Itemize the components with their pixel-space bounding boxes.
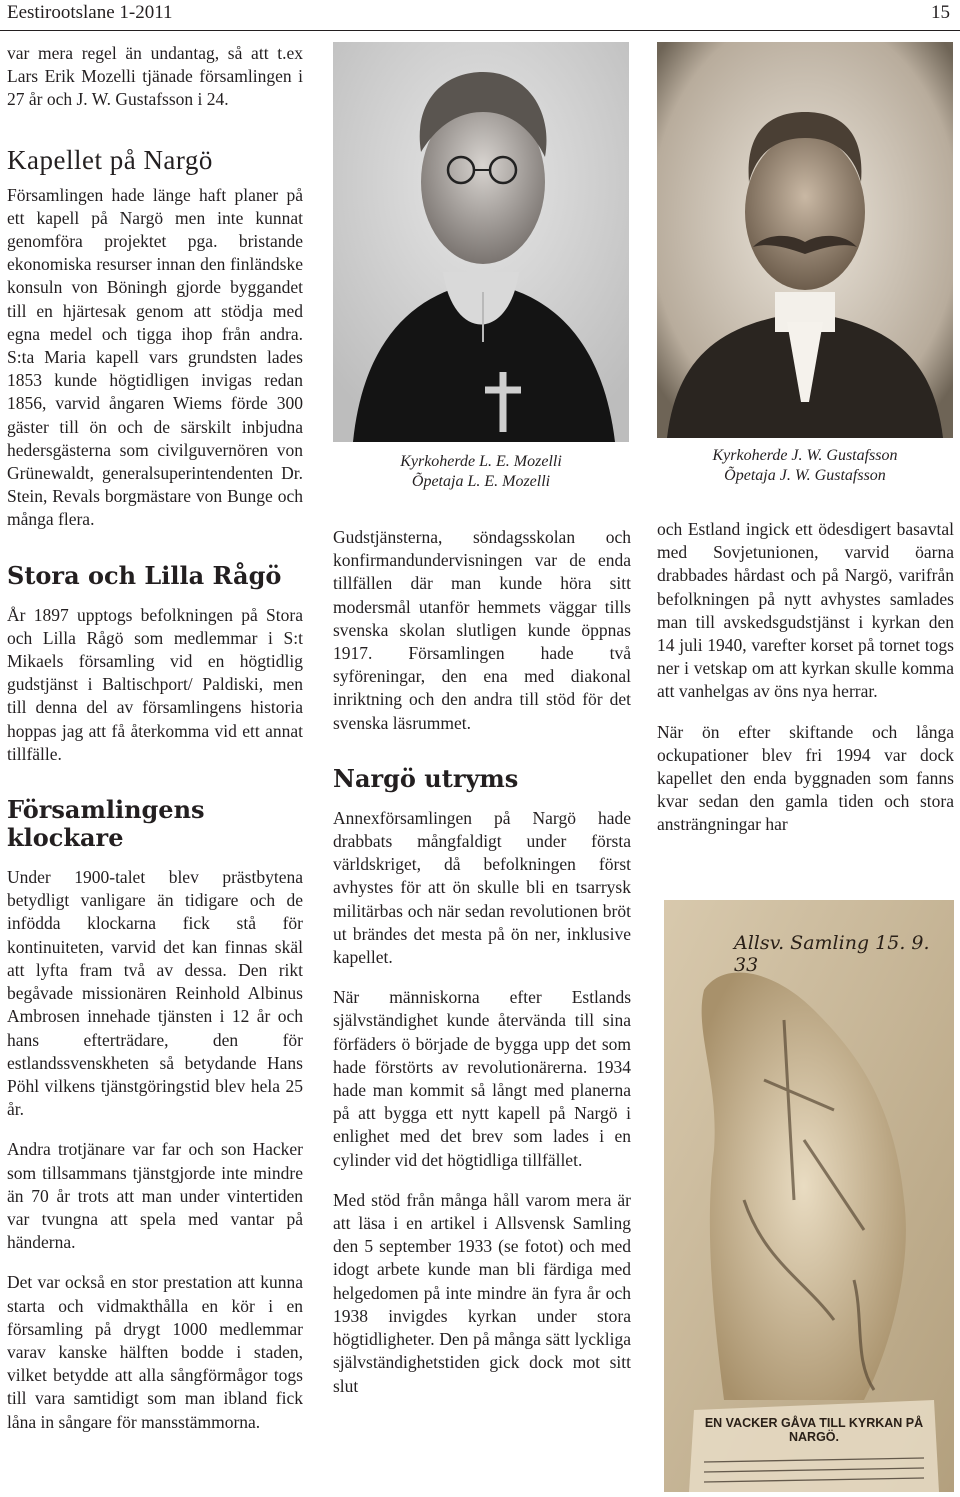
heading-klockare: Församlingens klockare (7, 795, 205, 853)
caption-gustafsson-sv: Kyrkoherde J. W. Gustafsson (712, 447, 898, 464)
clipping-headline: EN VACKER GÅVA TILL KYRKAN PÅ NARGÖ. (704, 1416, 924, 1444)
header-rule (0, 30, 960, 31)
heading-utryms: Nargö utryms (333, 763, 519, 793)
newspaper-clipping (664, 900, 954, 1492)
paragraph-rago: År 1897 upptogs befolkningen på Stora och Lilla Rågö som medlemmar i S:t Mikaels församling vid en högtidlig gudstjänst i Baltischport/ Paldiski, men till denna del av församlingens historia hoppas jag att få återkomma vid ett annat tillfälle. (7, 604, 303, 764)
paragraph-annex: Annexförsamlingen på Nargö hade drabbats mångfaldigt under första världskriget, då befolkningen först avhystes för att ön skulle bli en tsarrysk militärbas och när sedan revolutionen bröt ut brändes det mesta på ön ner, inklusive kapellet. (333, 807, 631, 968)
heading-kapellet: Kapellet på Nargö (7, 144, 213, 175)
column-right (657, 518, 954, 837)
paragraph-basavtal: och Estland ingick ett ödesdigert basavtal med Sovjetunionen, varvid öarna drabbades hårdast och på Nargö, varifrån befolkningen på nytt avhystes samlades man till avskedsgudstjänst i kyrkan den 14 juli 1940, varefter korset på tornet togs ner i vetskap om att kyrkan skulle komma att vanhelgas av öns nya herrar. (657, 519, 954, 702)
page-number: 15 (931, 2, 950, 23)
paragraph-kapellet: Församlingen hade länge haft planer på ett kapell på Nargö men inte kunnat genomföra projektet pga. bristande ekonomiska resurser innan den finländske konsuln von Böningh gjorde byggandet till en hjärtesak genom att stödja med egna medel och tigga ihop från andra. S:ta Maria kapell vars grundsten lades 1853 kunde högtidligen invigas redan 1856, varvid ångaren Wiems förde 300 gäster till ön och de särskilt inbjudna hedersgästerna som civilguvernören von Grünewaldt, generalsuperintendenten Dr. Stein, Revals borgmästare von Bunge och många flera. (7, 184, 303, 530)
paragraph-allsvensk: Med stöd från många håll varom mera är att läsa i en artikel i Allsvensk Samling den 5 september 1933 (se fotot) och med idogt arbete kunde man bli färdiga med helgedomen på inte mindre än fyra år och 1938 invigdes kyrkan under stora högtidligheter. Den på många sätt lyckliga självständighetstiden gick dock mot sitt slut (333, 1189, 631, 1396)
caption-mozelli-sv: Kyrkoherde L. E. Mozelli (400, 453, 562, 470)
paragraph-ockupation: När ön efter skiftande och långa ockupationer blev fri 1994 var dock kapellet den enda byggnaden som fanns kvar sedan den gamla tiden och stora ansträngningar har (657, 721, 954, 835)
intro-paragraph: var mera regel än undantag, så att t.ex Lars Erik Mozelli tjänade församlingen i 27 år och J. W. Gustafsson i 24. (7, 43, 303, 110)
publication-title: Eestirootslane 1-2011 (7, 2, 173, 23)
clipping-handwriting: Allsv. Samling 15. 9. 33 (734, 932, 930, 976)
paragraph-aterkomst: När människorna efter Estlands självständighet kunde återvända till sina förfäders ö började de bygga upp det som hade förstörts av revolutionärerna. 1934 hade man kommit så långt med planerna på att bygga ett nytt kapell på Nargö i enlighet med det brev som lades i en cylinder vid det högtidliga tillfället. (333, 987, 631, 1170)
paragraph-klockare-2: Andra trotjänare var far och son Hacker som tillsammans tjänstgjorde inte mindre än 70 år trots att man under vintertiden var tvungna att spela med vantar på händerna. (7, 1139, 303, 1253)
paragraph-gudstjanster: Gudstjänsterna, söndagsskolan och konfirmandundervisningen var de enda tillfällen där man kunde höra sitt modersmål utanför hemmets väggar tills svenska skolan slutligen kunde öppnas 1917. Församlingen hade två syföreningar, den ena med diakonal inriktning och den andra till stöd för det svenska läsrummet. (333, 527, 631, 733)
caption-gustafsson-et: Õpetaja J. W. Gustafsson (724, 467, 886, 484)
page-header (0, 0, 960, 26)
caption-gustafsson (657, 446, 953, 486)
caption-mozelli (333, 452, 629, 492)
portrait-gustafsson (657, 42, 953, 438)
caption-mozelli-et: Õpetaja L. E. Mozelli (411, 473, 551, 490)
heading-rago: Stora och Lilla Rågö (7, 560, 282, 590)
column-middle (333, 526, 631, 1398)
paragraph-klockare-1: Under 1900-talet blev prästbytena betydligt vanligare än tidigare och de infödda klockarna fick stå för kontinuiteten, varvid det kan finnas skäl att lyfta fram två av dessa. Den rikt begåvade missionären Reinhold Albinus Ambrosen innehade tjänsten i 12 år och hans efterträdare, den för estlandssvenskheten så betydande Hans Pöhl vilkens tjänstgöringstid blev hela 25 år. (7, 867, 303, 1120)
column-left (7, 42, 303, 1434)
paragraph-klockare-3: Det var också en stor prestation att kunna starta och vidmakthålla en kör i en församling på drygt 1000 medlemmar varav kanske hälften bodde i staden, vilket betydde att alla sångförmågor togs till vara samtidigt som man ibland fick låna in sångare för mansstämmorna. (7, 1272, 303, 1432)
portrait-mozelli (333, 42, 629, 442)
